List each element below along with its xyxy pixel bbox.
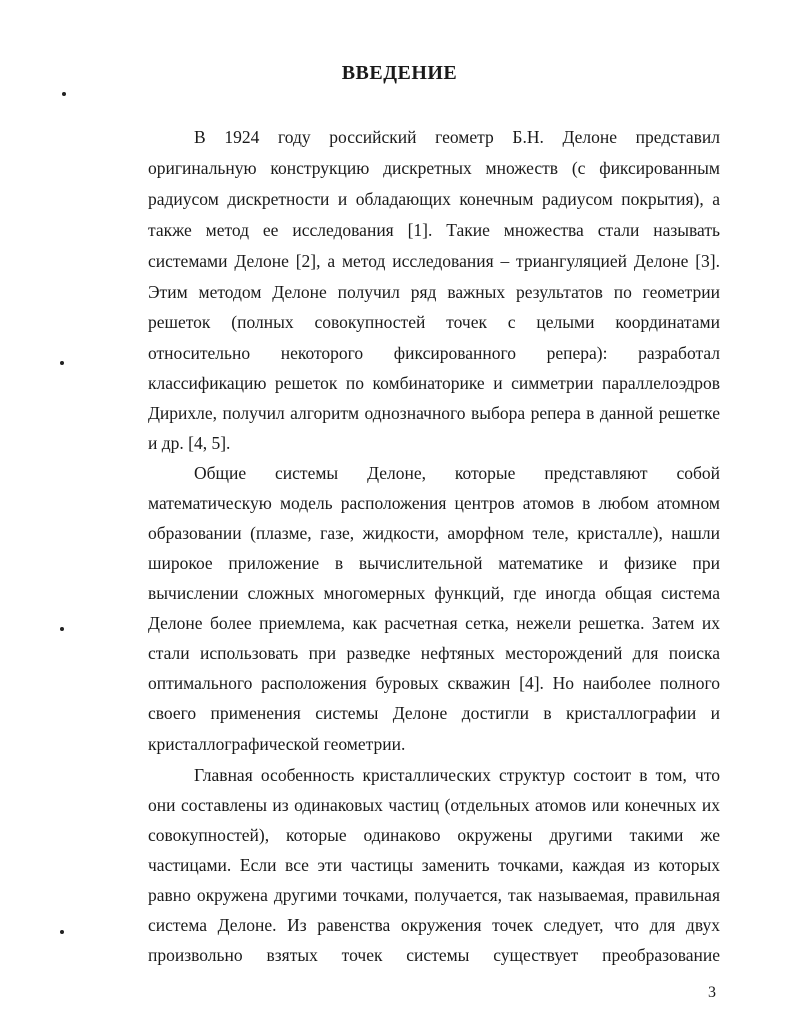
- text-line: своего применения системы Делоне достигли в кристаллографии и: [148, 703, 720, 723]
- text-line: широкое приложение в вычислительной математике и физике при: [148, 553, 720, 573]
- text-line: системами Делоне [2], а метод исследования – триангуляцией Делоне [3].: [148, 251, 720, 271]
- binding-hole-mark: [60, 361, 64, 365]
- page-title: ВВЕДЕНИЕ: [341, 62, 458, 84]
- text-line: Общие системы Делоне, которые представляют собой: [194, 463, 720, 483]
- text-line: В 1924 году российский геометр Б.Н. Делоне представил: [194, 127, 720, 147]
- text-line: математическую модель расположения центров атомов в любом атомном: [148, 493, 720, 513]
- text-line: стали использовать при разведке нефтяных месторождений для поиска: [148, 643, 720, 663]
- text-line: оптимального расположения буровых скважин [4]. Но наиболее полного: [148, 673, 720, 693]
- text-line: относительно некоторого фиксированного репера): разработал: [148, 343, 720, 363]
- text-line: равно окружена другими точками, получается, так называемая, правильная: [148, 885, 720, 905]
- text-line: частицами. Если все эти частицы заменить точками, каждая из которых: [148, 855, 720, 875]
- text-line: образовании (плазме, газе, жидкости, аморфном теле, кристалле), нашли: [148, 523, 720, 543]
- text-line: и др. [4, 5].: [148, 433, 231, 453]
- text-line: кристаллографической геометрии.: [148, 734, 406, 754]
- binding-hole-mark: [60, 930, 64, 934]
- text-line: Этим методом Делоне получил ряд важных результатов по геометрии: [148, 282, 720, 302]
- text-line: радиусом дискретности и обладающих конечным радиусом покрытия), а: [148, 189, 720, 209]
- text-line: совокупностей), которые одинаково окружены другими такими же: [148, 825, 720, 845]
- text-line: оригинальную конструкцию дискретных множеств (с фиксированным: [148, 158, 720, 178]
- text-line: система Делоне. Из равенства окружения точек следует, что для двух: [148, 915, 720, 935]
- text-line: решеток (полных совокупностей точек с целыми координатами: [148, 312, 720, 332]
- binding-hole-mark: [60, 627, 64, 631]
- text-line: вычислении сложных многомерных функций, где иногда общая система: [148, 583, 720, 603]
- text-line: Делоне более приемлема, как расчетная сетка, нежели решетка. Затем их: [148, 613, 720, 633]
- text-line: Главная особенность кристаллических структур состоит в том, что: [194, 765, 720, 785]
- text-line: также метод ее исследования [1]. Такие множества стали называть: [148, 220, 720, 240]
- text-line: они составлены из одинаковых частиц (отдельных атомов или конечных их: [148, 795, 720, 815]
- text-line: Дирихле, получил алгоритм однозначного выбора репера в данной решетке: [148, 403, 720, 423]
- page-number: 3: [708, 984, 716, 1001]
- text-line: произвольно взятых точек системы существует преобразование: [148, 945, 720, 965]
- text-line: классификацию решеток по комбинаторике и симметрии параллелоэдров: [148, 373, 720, 393]
- binding-hole-mark: [62, 92, 66, 96]
